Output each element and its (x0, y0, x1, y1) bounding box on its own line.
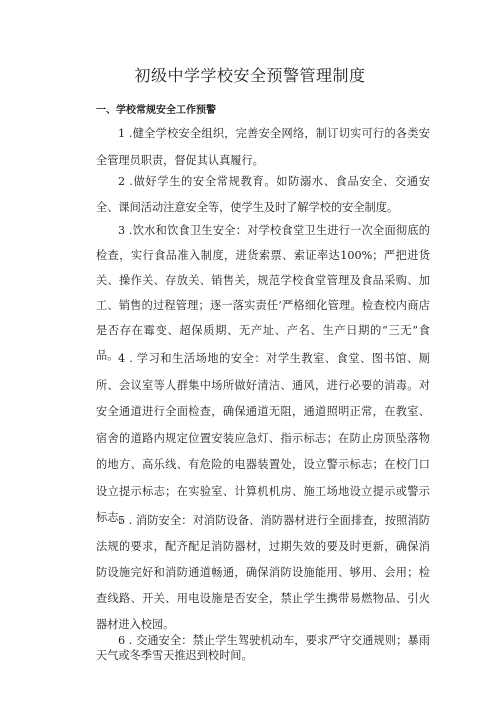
section-heading: 一、学校常规安全工作预警 (96, 105, 216, 116)
paragraph-5: 5 . 消防安全：对消防设备、消防器材进行全面排查，按照消防法规的要求，配齐配足消防器材，过期失效的要及时更新，确保消防设施完好和消防通道畅通，确保消防设施能用、够用、会用；检查线路、开关、用电设施是否安全，禁止学生携带易燃物品、引火器材进入校园。 (96, 514, 430, 631)
document-title: 初级中学学校安全预警管理制度 (134, 66, 366, 85)
paragraph-2: 2 .做好学生的安全常规教育。如防溺水、食品安全、交通安全、课间活动注意安全等，使学生及时了解学校的安全制度。 (96, 175, 430, 214)
paragraph-3: 3 .饮水和饮食卫生安全：对学校食堂卫生进行一次全面彻底的检查，实行食品准入制度，进货索票、索证率达100%；严把进货关、操作关、存放关、销售关，规范学校食堂管理及食品采购、加工、销售的过程管理；逐一落实责任’严格细化管理。检查校内商店是否存在霉变、超保质期、无产址、产名、生产日期的“三无”食品。 (96, 224, 430, 362)
paragraph-4: 4 . 学习和生活场地的安全：对学生教室、食堂、图书馆、厕所、会议室等人群集中场所做好清洁、通风，进行必要的消毒。对安全通道进行全面检查，确保通道无阻，通道照明正常，在教室、宿舍的道路内规定位置安装应急灯、指示标志；在防止房顶坠落物的地方、高乐线、有危险的电器装置处，设立警示标志；在校门口设立提示标志；在实验室、计算机机房、施工场地设立提示或警示标志。 (96, 352, 430, 524)
paragraph-6: 6 . 交通安全：禁止学生驾驶机动车，要求严守交通规则；暴雨天气或冬季雪天推迟到校时间。 (96, 634, 430, 662)
paragraph-1: 1 .健全学校安全组织，完善安全网络，制订切实可行的各类安全管理员职责，督促其认真履行。 (96, 127, 430, 167)
